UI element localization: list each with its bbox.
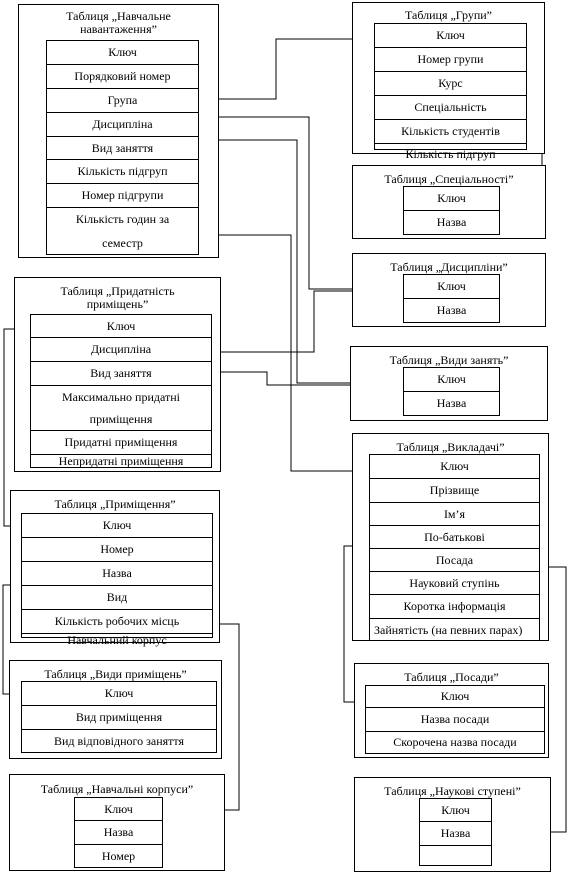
field-row: Назва xyxy=(436,303,467,317)
field-list xyxy=(21,681,217,753)
field-row: Порядковий номер xyxy=(47,65,198,89)
field-row: Ім’я xyxy=(370,503,539,526)
field-row: Номер підгрупи xyxy=(47,184,198,208)
field-row: Група xyxy=(47,89,198,113)
table-title: Таблиця „Групи” xyxy=(404,8,493,22)
field-list xyxy=(30,314,212,468)
field-row: Кількість підгруп xyxy=(405,147,496,161)
field-row: Назва xyxy=(436,215,467,229)
table-room-types xyxy=(9,660,222,759)
table-title: Таблиця „Приміщення” xyxy=(54,497,176,511)
table-specialities xyxy=(352,165,546,239)
field-row: Зайнятість (на певних парах) xyxy=(374,622,523,637)
table-title: Таблиця „Наукові ступені” xyxy=(384,784,521,798)
field-row: Кількість підгруп xyxy=(47,160,198,184)
field-row: Курс xyxy=(375,72,526,96)
field-row: Номер групи xyxy=(375,48,526,72)
field-row: Вид приміщення xyxy=(22,706,216,730)
field-row: Назва xyxy=(22,562,212,586)
field-row: Ключ xyxy=(75,798,162,821)
field-row: Ключ xyxy=(404,368,499,392)
field-list xyxy=(21,513,213,647)
field-row: Придатні приміщення xyxy=(31,431,211,455)
table-title: Таблиця „Викладачі” xyxy=(396,440,505,454)
field-row: Назва xyxy=(420,822,491,846)
table-degrees xyxy=(354,777,551,872)
field-row: Номер xyxy=(101,848,136,863)
field-list xyxy=(403,186,500,235)
field-row: Максимально придатні приміщення xyxy=(31,386,211,431)
field-row: По-батькові xyxy=(370,526,539,549)
link-group xyxy=(197,39,374,99)
table-title: Таблиця „Навчальні корпуси” xyxy=(40,782,194,796)
table-title: Таблиця „Дисципліни” xyxy=(390,260,508,274)
field-list xyxy=(74,797,163,868)
table-title: Таблиця „Посади” xyxy=(404,670,499,684)
field-list xyxy=(403,274,500,323)
field-list xyxy=(369,454,540,641)
field-row: Навчальний корпус xyxy=(67,633,167,647)
field-row: Вид заняття xyxy=(47,137,198,160)
field-row: Ключ xyxy=(47,41,198,65)
field-row: Кількість робочих місць xyxy=(22,610,212,634)
table-title: Таблиця „Види приміщень” xyxy=(44,667,187,681)
table-lesson-types xyxy=(350,346,548,421)
table-rooms xyxy=(10,490,220,647)
field-row: Посада xyxy=(370,549,539,572)
table-buildings xyxy=(9,774,225,871)
field-row: Вид відповідного заняття xyxy=(53,733,185,748)
field-row: Вид xyxy=(22,586,212,610)
field-row: Кількість студентів xyxy=(375,120,526,144)
field-row: Скорочена назва посади xyxy=(393,735,517,749)
field-row: Ключ xyxy=(404,275,499,299)
field-row: Ключ xyxy=(375,24,526,48)
field-row: Прізвище xyxy=(370,479,539,503)
field-row: Ключ xyxy=(366,686,544,708)
field-row: Ключ xyxy=(22,682,216,706)
table-title: Таблиця „Спеціальності” xyxy=(384,172,514,186)
table-title: Таблиця „Придатність приміщень” xyxy=(60,284,175,311)
field-row: Кількість годин за семестр xyxy=(75,212,170,250)
field-row xyxy=(420,846,491,865)
field-row: Ключ xyxy=(22,514,212,538)
field-list xyxy=(46,40,199,255)
field-row: Непридатні приміщення xyxy=(58,454,184,468)
table-title: Таблиця „Навчальне навантаження” xyxy=(66,9,171,36)
table-room-suitability xyxy=(14,277,221,472)
field-row: Назва xyxy=(75,821,162,845)
field-list xyxy=(374,23,527,161)
field-list xyxy=(365,685,545,754)
table-groups xyxy=(352,2,545,161)
field-row: Дисципліна xyxy=(31,338,211,362)
field-row: Вид заняття xyxy=(31,362,211,386)
table-title: Таблиця „Види занять” xyxy=(389,353,509,367)
field-row: Спеціальність xyxy=(375,96,526,120)
field-row: Номер xyxy=(22,538,212,562)
table-teachers xyxy=(352,433,549,641)
link-teacher xyxy=(197,235,368,471)
field-row: Коротка інформація xyxy=(370,595,539,619)
field-row: Ключ xyxy=(370,455,539,479)
field-list xyxy=(419,798,492,866)
field-row: Ключ xyxy=(404,187,499,211)
field-row: Назва xyxy=(436,396,467,410)
field-row: Ключ xyxy=(31,315,211,338)
field-row: Ключ xyxy=(420,799,491,822)
table-positions xyxy=(354,663,549,758)
field-row: Дисципліна xyxy=(47,113,198,137)
field-list xyxy=(403,367,500,416)
field-row: Назва посади xyxy=(366,708,544,732)
table-disciplines xyxy=(352,253,546,327)
table-teaching-load xyxy=(18,4,219,258)
field-row: Науковий ступінь xyxy=(370,572,539,595)
